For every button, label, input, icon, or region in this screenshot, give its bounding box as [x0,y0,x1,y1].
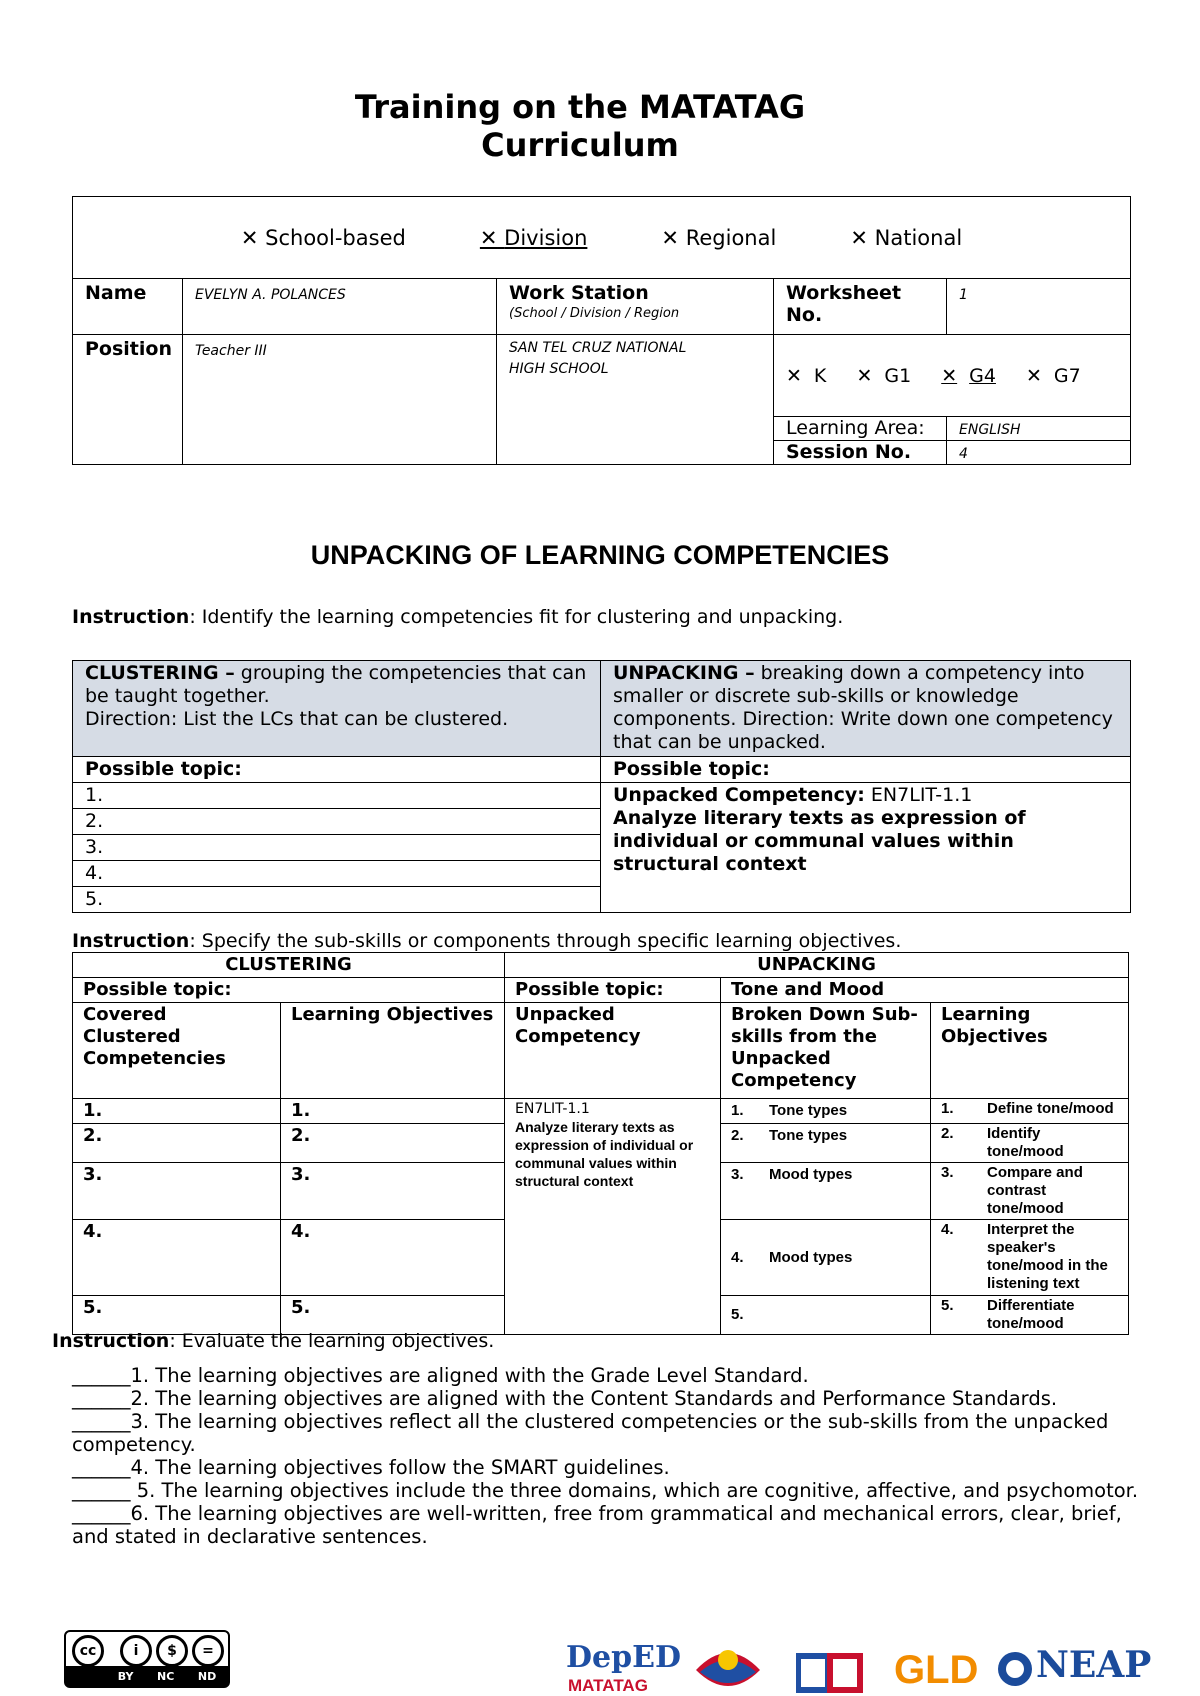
cc-icon: cc [72,1635,104,1667]
col-learning-objectives-2: Learning Objectives [931,1003,1129,1099]
unpacked-competency[interactable]: Unpacked Competency: EN7LIT-1.1 Analyze literary texts as expression of individual or communal values within structural context [601,783,1131,913]
lo-row-3[interactable]: 3. [281,1163,505,1220]
lo-row-5[interactable]: 5. [281,1296,505,1335]
workstation-label: Work Station [509,282,649,304]
covered-row-4[interactable]: 4. [73,1220,281,1296]
grade-g4[interactable]: ✕ G4 [941,364,996,387]
deped-logo: DepED [566,1640,681,1675]
col-broken-down-subskills: Broken Down Sub-skills from the Unpacked Competency [721,1003,931,1099]
workstation-hint: (School / Division / Region [509,306,680,321]
scope-regional[interactable]: ✕ Regional [661,225,777,250]
clustering-description: CLUSTERING – grouping the competencies that can be taught together. Direction: List the LCs that can be clustered. [73,661,601,757]
creative-commons-badge [64,1630,230,1688]
lo-row-4[interactable]: 4. [281,1220,505,1296]
clustering-unpacking-table [72,660,1131,913]
subskill-5[interactable]: 5. [721,1296,931,1335]
scope-row [73,197,1131,279]
document-title-line2: Curriculum [481,126,679,164]
scope-national[interactable]: ✕ National [850,225,963,250]
school-value[interactable]: SAN TEL CRUZ NATIONAL HIGH SCHOOL [497,335,774,465]
section-title: UNPACKING OF LEARNING COMPETENCIES [310,540,890,570]
unpacking-header: UNPACKING [505,953,1129,978]
objective-3[interactable]: 3. Compare and contrast tone/mood [931,1163,1129,1220]
evaluation-list [72,1364,1152,1548]
covered-row-1[interactable]: 1. [73,1099,281,1124]
cluster-item-3[interactable]: 3. [73,835,601,861]
grade-g7[interactable]: ✕ G7 [1026,364,1081,387]
col-covered-competencies: Covered Clustered Competencies [73,1003,281,1099]
unpacked-competency-cell[interactable]: EN7LIT-1.1 Analyze literary texts as expression of individual or communal values within structural context [505,1099,721,1335]
cc-nc-label: NC [157,1669,175,1683]
instruction-1: Instruction: Identify the learning competencies fit for clustering and unpacking. [72,606,844,628]
objectives-table [72,952,1129,1335]
name-label: Name [73,279,183,335]
grade-checkboxes[interactable] [774,335,1131,417]
bagong-pilipinas-logo [690,1640,766,1696]
neap-seal-icon [996,1650,1034,1688]
instruction-2: Instruction: Specify the sub-skills or components through specific learning objectives. [72,930,902,952]
position-value[interactable]: Teacher III [195,343,267,359]
instruction-3: Instruction: Evaluate the learning objectives. [52,1330,495,1352]
grade-g1[interactable]: ✕ G1 [856,364,912,387]
col-unpacked-competency: Unpacked Competency [505,1003,721,1099]
worksheet-value[interactable]: 1 [959,287,968,303]
covered-row-2[interactable]: 2. [73,1124,281,1163]
subskill-2[interactable]: 2. Tone types [721,1124,931,1163]
x-mark-icon: ✕ [661,225,680,250]
x-mark-icon: ✕ [240,225,259,250]
learning-area-label: Learning Area: [774,417,947,441]
cluster-item-5[interactable]: 5. [73,887,601,913]
unpacking-possible-topic[interactable]: Possible topic: [601,757,1131,783]
covered-row-5[interactable]: 5. [73,1296,281,1335]
gld-logo: GLD [894,1648,979,1692]
grade-k[interactable]: ✕ K [786,364,827,387]
objective-5[interactable]: 5. Differentiate tone/mood [931,1296,1129,1335]
evaluation-item-1[interactable]: ______1. The learning objectives are aligned with the Grade Level Standard. [72,1364,809,1387]
objective-4[interactable]: 4. Interpret the speaker's tone/mood in the listening text [931,1220,1129,1296]
cc-by-label: BY [117,1669,134,1683]
unpacking-topic-value[interactable]: Tone and Mood [721,978,1129,1003]
objective-1[interactable]: 1. Define tone/mood [931,1099,1129,1124]
x-mark-icon: ✕ [850,225,868,250]
nc-icon: $ [156,1635,188,1667]
clustering-topic[interactable]: Possible topic: [73,978,505,1003]
subskill-1[interactable]: 1. Tone types [721,1099,931,1124]
lo-row-2[interactable]: 2. [281,1124,505,1163]
unpacking-topic-label: Possible topic: [505,978,721,1003]
col-learning-objectives: Learning Objectives [281,1003,505,1099]
evaluation-item-6[interactable]: ______6. The learning objectives are well-written, free from grammatical and mechanical errors, clear, brief, and stated in declarative sentences. [72,1502,1122,1548]
clustering-header: CLUSTERING [73,953,505,978]
subskill-4[interactable]: 4. Mood types [721,1220,931,1296]
name-value[interactable]: EVELYN A. POLANCES [195,287,346,303]
evaluation-item-4[interactable]: ______4. The learning objectives follow the SMART guidelines. [72,1456,670,1479]
neap-logo: NEAP [1036,1644,1152,1686]
tc-logo [796,1650,866,1696]
matatag-logo: MATATAG [568,1676,648,1695]
subskill-3[interactable]: 3. Mood types [721,1163,931,1220]
cluster-item-2[interactable]: 2. [73,809,601,835]
cc-nd-label: ND [197,1669,217,1683]
nd-icon: = [192,1635,224,1667]
x-mark-icon: ✕ [479,225,498,250]
lo-row-1[interactable]: 1. [281,1099,505,1124]
evaluation-item-2[interactable]: ______2. The learning objectives are aligned with the Content Standards and Performance Standards. [72,1387,1058,1410]
scope-school-based[interactable]: ✕ School-based [240,225,406,250]
unpacking-description: UNPACKING – breaking down a competency into smaller or discrete sub-skills or knowledge components. Direction: Write down one competency that can be unpacked. [601,661,1131,757]
session-value[interactable]: 4 [959,446,968,462]
clustering-possible-topic[interactable]: Possible topic: [73,757,601,783]
cluster-item-4[interactable]: 4. [73,861,601,887]
learning-area-value[interactable]: ENGLISH [959,422,1021,438]
info-table [72,196,1131,465]
worksheet-label: Worksheet No. [774,279,947,335]
position-label: Position [73,335,183,465]
evaluation-item-5[interactable]: ______ 5. The learning objectives include the three domains, which are cognitive, affective, and psychomotor. [72,1479,1139,1502]
by-icon: i [120,1635,152,1667]
session-label: Session No. [774,441,947,465]
scope-division[interactable]: ✕ Division [479,225,588,250]
evaluation-item-3[interactable]: ______3. The learning objectives reflect all the clustered competencies or the sub-skills from the unpacked competency. [72,1410,1109,1456]
document-title-line1: Training on the MATATAG [354,88,806,126]
covered-row-3[interactable]: 3. [73,1163,281,1220]
objective-2[interactable]: 2. Identify tone/mood [931,1124,1129,1163]
cluster-item-1[interactable]: 1. [73,783,601,809]
